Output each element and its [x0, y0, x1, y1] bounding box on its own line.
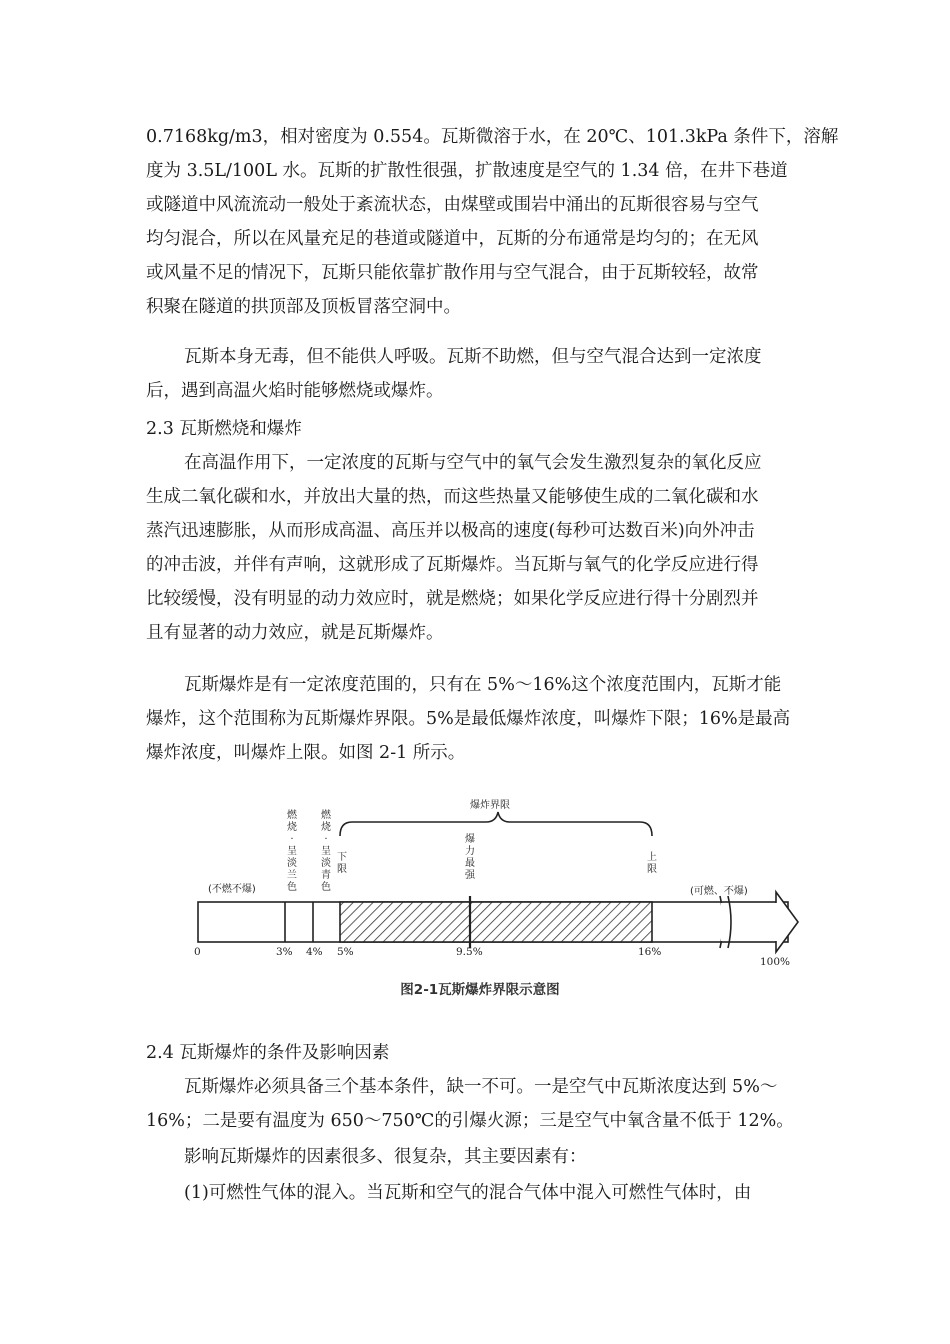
paragraph-influencing-factors	[146, 1140, 818, 1174]
tick-label: 4%	[306, 946, 323, 958]
text-line: 爆炸浓度，叫爆炸上限。如图 2-1 所示。	[146, 743, 466, 763]
tick-label: 0	[194, 946, 201, 958]
paragraph-explosion-conditions	[146, 1070, 818, 1138]
figure-explosion-limits	[180, 788, 800, 1018]
text-line: 的冲击波，并伴有声响，这就形成了瓦斯爆炸。当瓦斯与氧气的化学反应进行得	[146, 555, 759, 575]
tick-label: 16%	[638, 946, 662, 958]
text-line: 16%；二是要有温度为 650～750℃的引爆火源；三是空气中氧含量不低于 12%。	[146, 1111, 794, 1131]
tick-label: 9.5%	[456, 946, 483, 958]
text-line: 爆炸，这个范围称为瓦斯爆炸界限。5%是最低爆炸浓度，叫爆炸下限；16%是最高	[146, 709, 791, 729]
text-line: 且有显著的动力效应，就是瓦斯爆炸。	[146, 623, 444, 643]
lower-limit-label: 下限	[337, 852, 347, 875]
text-line: 比较缓慢，没有明显的动力效应时，就是燃烧；如果化学反应进行得十分剧烈并	[146, 589, 759, 609]
paragraph-explosion-mechanism	[146, 446, 818, 650]
text-line: 瓦斯本身无毒，但不能供人呼吸。瓦斯不助燃，但与空气混合达到一定浓度	[184, 347, 762, 367]
max-force-label: 爆力最强	[465, 834, 475, 881]
paragraph-explosion-limits	[146, 668, 818, 770]
text-line: 0.7168kg/m3，相对密度为 0.554。瓦斯微溶于水，在 20℃、101.3kPa 条件下，溶解	[146, 127, 839, 147]
tick-label: 5%	[337, 946, 354, 958]
text-line: (1)可燃性气体的混入。当瓦斯和空气的混合气体中混入可燃性气体时，由	[184, 1183, 752, 1203]
text-line: 在高温作用下，一定浓度的瓦斯与空气中的氧气会发生激烈复杂的氧化反应	[184, 453, 762, 473]
paragraph-factor-1	[146, 1176, 818, 1210]
tick-label: 3%	[276, 946, 293, 958]
text-line: 或风量不足的情况下，瓦斯只能依靠扩散作用与空气混合，由于瓦斯较轻，故常	[146, 263, 759, 283]
text-line: 积聚在隧道的拱顶部及顶板冒落空洞中。	[146, 297, 461, 317]
text-line: 瓦斯爆炸是有一定浓度范围的，只有在 5%～16%这个浓度范围内，瓦斯才能	[184, 675, 782, 695]
section-heading-2-4: 2.4 瓦斯爆炸的条件及影响因素	[146, 1043, 390, 1063]
text-line: 或隧道中风流流动一般处于紊流状态，由煤壁或围岩中涌出的瓦斯很容易与空气	[146, 195, 759, 215]
zone-burn-blue-label: 燃烧·呈淡兰色	[287, 810, 297, 893]
zone-burn-cyan-label: 燃烧·呈淡青色	[321, 810, 331, 893]
paragraph-gas-properties	[146, 120, 839, 324]
text-line: 生成二氧化碳和水，并放出大量的热，而这些热量又能够使生成的二氧化碳和水	[146, 487, 759, 507]
text-line: 蒸汽迅速膨胀，从而形成高温、高压并以极高的速度(每秒可达数百米)向外冲击	[146, 521, 755, 541]
text-line: 瓦斯爆炸必须具备三个基本条件，缺一不可。一是空气中瓦斯浓度达到 5%～	[184, 1077, 778, 1097]
explosion-range-bracket	[340, 812, 652, 836]
section-heading-2-3: 2.3 瓦斯燃烧和爆炸	[146, 419, 302, 439]
upper-limit-label: 上限	[647, 852, 657, 875]
tick-label: 100%	[760, 956, 791, 968]
zone-after-label: (可燃、不爆)	[690, 886, 748, 897]
text-line: 均匀混合，所以在风量充足的巷道或隧道中，瓦斯的分布通常是均匀的；在无风	[146, 229, 759, 249]
explosion-zone	[340, 902, 652, 942]
figure-caption: 图2-1瓦斯爆炸界限示意图	[400, 982, 560, 998]
explosion-range-label: 爆炸界限	[470, 800, 510, 811]
paragraph-gas-toxicity	[146, 340, 818, 408]
arrow-head	[776, 892, 798, 952]
text-line: 影响瓦斯爆炸的因素很多、很复杂，其主要因素有：	[184, 1147, 587, 1167]
text-line: 后，遇到高温火焰时能够燃烧或爆炸。	[146, 381, 444, 401]
zone-not-burn-label: (不燃不爆)	[208, 884, 256, 895]
text-line: 度为 3.5L/100L 水。瓦斯的扩散性很强，扩散速度是空气的 1.34 倍，在井下巷道	[146, 161, 788, 181]
